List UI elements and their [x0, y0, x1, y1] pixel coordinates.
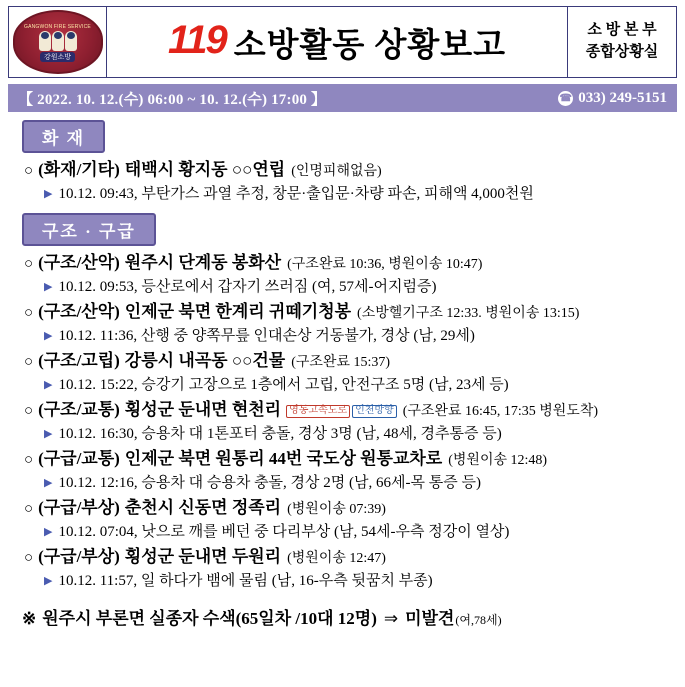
- incident-detail-line: [8, 570, 677, 593]
- logo-119-icon: 119: [167, 18, 226, 62]
- incident-main-line: [8, 397, 677, 423]
- incident-detail-line: [8, 521, 677, 544]
- report-header: [8, 6, 677, 78]
- circle-bullet-icon: ○: [24, 354, 34, 370]
- incident-location: 인제군 북면 한계리 귀떼기청봉: [124, 302, 352, 321]
- incident-item: [8, 250, 677, 298]
- contact-phone: [558, 90, 667, 107]
- section-label: 구조 · 구급: [22, 213, 156, 246]
- incident-category: (구급/부상): [38, 498, 120, 517]
- incident-location: 횡성군 둔내면 현천리: [124, 400, 282, 419]
- incident-status-note: (구조완료 15:37): [291, 355, 391, 370]
- org-line-2: 종합상황실: [585, 44, 659, 60]
- triangle-bullet-icon: ▶: [44, 427, 53, 440]
- circle-bullet-icon: ○: [24, 305, 34, 321]
- triangle-bullet-icon: ▶: [44, 329, 53, 342]
- section-header: [22, 213, 677, 246]
- incident-item: [8, 299, 677, 347]
- incident-list: [8, 250, 677, 592]
- emblem-top-text: GANGWON FIRE SERVICE: [24, 23, 91, 30]
- incident-detail-line: [8, 183, 677, 206]
- incident-main-line: [8, 495, 677, 521]
- incident-detail-text: 10.12. 16:30, 승용차 대 1톤포터 충돌, 경상 3명 (남, 48세, 경추통증 등): [58, 425, 502, 442]
- incident-item: [8, 348, 677, 396]
- incident-status-note: (병원이송 07:39): [287, 502, 386, 517]
- incident-location: 태백시 황지동 ○○연립: [124, 160, 286, 179]
- incident-detail-text: 10.12. 07:04, 낫으로 깨를 베던 중 다리부상 (남, 54세-우측 정강이 열상): [58, 523, 510, 540]
- incident-item: [8, 397, 677, 445]
- incident-location: 인제군 북면 원통리 44번 국도상 원통교차로: [124, 449, 443, 468]
- footer-mark-icon: ※: [22, 609, 37, 628]
- incident-detail-text: 10.12. 09:53, 등산로에서 갑자기 쓰러짐 (여, 57세-어지럼증): [58, 278, 437, 295]
- incident-item: [8, 495, 677, 543]
- incident-detail-line: [8, 472, 677, 495]
- emblem-figures: [39, 31, 77, 51]
- period-text: 【 2022. 10. 12.(수) 06:00 ~ 10. 12.(수) 17:00 】: [18, 91, 327, 108]
- incident-tags: [286, 405, 397, 418]
- incident-status-note: (인명피해없음): [291, 164, 382, 179]
- incident-item: [8, 544, 677, 592]
- circle-bullet-icon: ○: [24, 550, 34, 566]
- incident-detail-line: [8, 325, 677, 348]
- period-bar: [8, 84, 677, 112]
- incident-main-line: [8, 157, 677, 183]
- footer-result: 미발견: [405, 609, 455, 628]
- incident-detail-line: [8, 276, 677, 299]
- incident-detail-text: 10.12. 15:22, 승강기 고장으로 1층에서 고립, 안전구조 5명 (남, 23세 등): [58, 376, 509, 393]
- incident-location: 원주시 단계동 봉화산: [124, 253, 282, 272]
- circle-bullet-icon: ○: [24, 403, 34, 419]
- incident-status-note: (소방헬기구조 12:33. 병원이송 13:15): [357, 306, 580, 321]
- incident-status-note: (구조완료 16:45, 17:35 병원도착): [402, 404, 599, 419]
- section-header: [22, 120, 677, 153]
- triangle-bullet-icon: ▶: [44, 187, 53, 200]
- incident-location: 강릉시 내곡동 ○○건물: [124, 351, 286, 370]
- gangwon-fire-emblem-icon: [13, 10, 103, 74]
- incident-item: [8, 446, 677, 494]
- incident-status-note: (병원이송 12:48): [448, 453, 548, 468]
- triangle-bullet-icon: ▶: [44, 574, 53, 587]
- incident-location: 횡성군 둔내면 두원리: [124, 547, 282, 566]
- phone-icon: ☎: [559, 92, 572, 104]
- incident-tag: 인천방향: [352, 405, 397, 418]
- phone-number: 033) 249-5151: [578, 89, 667, 106]
- triangle-bullet-icon: ▶: [44, 476, 53, 489]
- organization-block: [568, 7, 676, 77]
- triangle-bullet-icon: ▶: [44, 280, 53, 293]
- footer-arrow-icon: ⇒: [383, 609, 399, 628]
- incident-category: (구조/산악): [38, 253, 120, 272]
- incident-detail-text: 10.12. 11:36, 산행 중 양쪽무릎 인대손상 거동불가, 경상 (남, 29세): [58, 327, 475, 344]
- sections-root: [8, 120, 677, 592]
- footer-text: 원주시 부론면 실종자 수색(65일차 /10대 12명): [42, 609, 377, 628]
- emblem-figure: [52, 31, 64, 51]
- emblem-container: [9, 7, 107, 77]
- emblem-figure: [39, 31, 51, 51]
- org-line-1: 소 방 본 부: [587, 22, 657, 39]
- incident-category: (구조/고립): [38, 351, 120, 370]
- incident-status-note: (구조완료 10:36, 병원이송 10:47): [287, 257, 483, 272]
- incident-list: [8, 157, 677, 205]
- title-container: [107, 7, 568, 77]
- triangle-bullet-icon: ▶: [44, 525, 53, 538]
- incident-item: [8, 157, 677, 205]
- incident-category: (구조/교통): [38, 400, 120, 419]
- incident-main-line: [8, 446, 677, 472]
- incident-detail-text: 10.12. 09:43, 부탄가스 과열 추정, 창문·출입문·차량 파손, 피해액 4,000천원: [58, 185, 534, 202]
- emblem-bottom-text: 강원소방: [40, 52, 75, 62]
- incident-main-line: [8, 250, 677, 276]
- incident-category: (화재/기타): [38, 160, 120, 179]
- incident-status-note: (병원이송 12:47): [287, 551, 386, 566]
- incident-detail-text: 10.12. 11:57, 일 하다가 뱀에 물림 (남, 16-우측 뒷꿈치 부종): [58, 572, 433, 589]
- triangle-bullet-icon: ▶: [44, 378, 53, 391]
- incident-detail-line: [8, 423, 677, 446]
- section-label: 화 재: [22, 120, 105, 153]
- circle-bullet-icon: ○: [24, 256, 34, 272]
- incident-detail-text: 10.12. 12:16, 승용차 대 승용차 충돌, 경상 2명 (남, 66세-목 통증 등): [58, 474, 481, 491]
- incident-category: (구조/산악): [38, 302, 120, 321]
- footer-result-note: (여,78세): [455, 613, 502, 627]
- footer-note: [22, 604, 677, 629]
- emblem-figure: [65, 31, 77, 51]
- incident-main-line: [8, 299, 677, 325]
- incident-location: 춘천시 신동면 정족리: [124, 498, 282, 517]
- incident-main-line: [8, 544, 677, 570]
- circle-bullet-icon: ○: [24, 163, 34, 179]
- circle-bullet-icon: ○: [24, 501, 34, 517]
- incident-detail-line: [8, 374, 677, 397]
- incident-category: (구급/교통): [38, 449, 120, 468]
- circle-bullet-icon: ○: [24, 452, 34, 468]
- incident-tag: 영동고속도로: [286, 405, 350, 418]
- incident-main-line: [8, 348, 677, 374]
- incident-category: (구급/부상): [38, 547, 120, 566]
- page-title: 소방활동 상황보고: [233, 27, 507, 64]
